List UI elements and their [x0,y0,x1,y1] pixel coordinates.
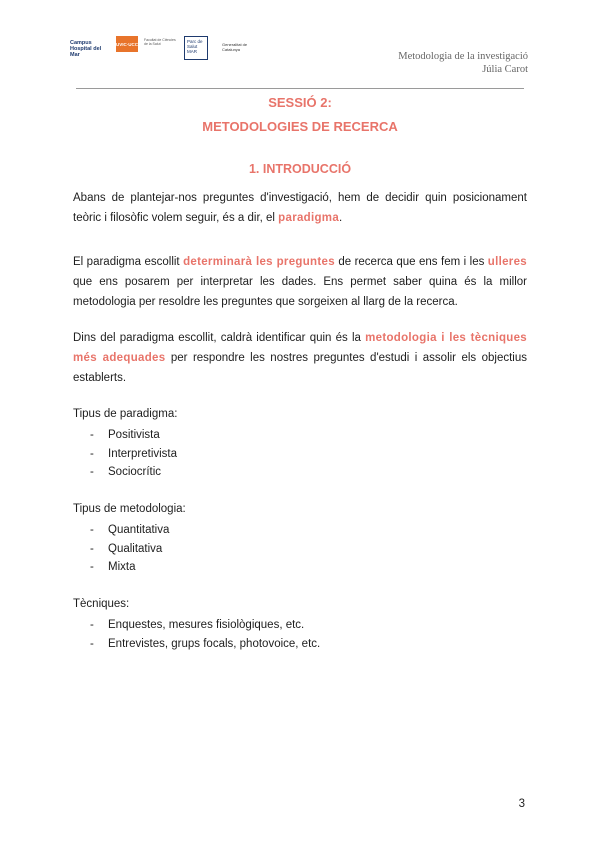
p2-text-a: El paradigma escollit [73,256,184,268]
p2-text-b: de recerca que ens fem i les [334,256,488,268]
paragraph-1 [73,188,527,228]
paragraph-3 [73,328,527,388]
methodology-list [90,521,169,577]
header-divider [76,88,524,89]
running-header [398,50,528,76]
uvic-box: UVIC·UCC [116,36,138,52]
p3-text-b: per respondre les nostres preguntes d'estudi i assolir els objectius establerts. [73,352,527,384]
campus-hospital-del-mar-logo: Campus Hospital del Mar [70,40,102,58]
list-item: - Enquestes, mesures fisiològiques, etc. [90,616,320,635]
list-item: - Interpretivista [90,445,177,464]
list-item: - Mixta [90,558,169,577]
p3-text-a: Dins del paradigma escollit, caldrà identificar quin és la [73,332,366,344]
p1-highlight: paradigma [278,212,340,224]
p2-text-c: que ens posarem per interpretar les dades. Ens permet saber quina és la millor metodologia per resoldre les preguntes que sorgeixen al llarg de la recerca. [73,276,527,308]
p2-highlight-2: ulleres [487,256,527,268]
uvic-logo [116,36,138,52]
paragraph-2 [73,252,527,312]
list-item: - Quantitativa [90,521,169,540]
header-course: Metodologia de la investigació [398,51,528,62]
session-subtitle: METODOLOGIES DE RECERCA [202,119,398,134]
list-item: - Entrevistes, grups focals, photovoice, etc. [90,635,320,654]
page-number: 3 [518,798,525,810]
p3-highlight: metodologia i les tècniques més adequades [73,332,527,364]
uvic-subtitle: Facultat de Ciències de la Salut [144,38,176,46]
p2-highlight-1: determinarà les preguntes [183,256,335,268]
list-item: - Sociocrític [90,463,177,482]
paradigm-list-title: Tipus de paradigma: [73,408,178,420]
list-item: - Qualitativa [90,540,169,559]
session-title: SESSIÓ 2: [268,95,332,110]
paradigm-list [90,426,177,482]
methodology-list-title: Tipus de metodologia: [73,503,186,515]
section-heading: 1. INTRODUCCIÓ [248,162,352,176]
parc-salut-mar-logo: Parc de Salut MAR [184,36,208,60]
techniques-list [90,616,320,653]
header-author: Júlia Carot [482,64,528,75]
p1-text-b: . [339,212,343,224]
p1-text-a: Abans de plantejar-nos preguntes d'investigació, hem de decidir quin posicionament teòric i filosòfic volem seguir, és a dir, el [73,192,527,224]
generalitat-logo: Generalitat de Catalunya [222,42,248,52]
list-item: - Positivista [90,426,177,445]
header-logos [70,36,262,72]
techniques-list-title: Tècniques: [73,598,130,610]
